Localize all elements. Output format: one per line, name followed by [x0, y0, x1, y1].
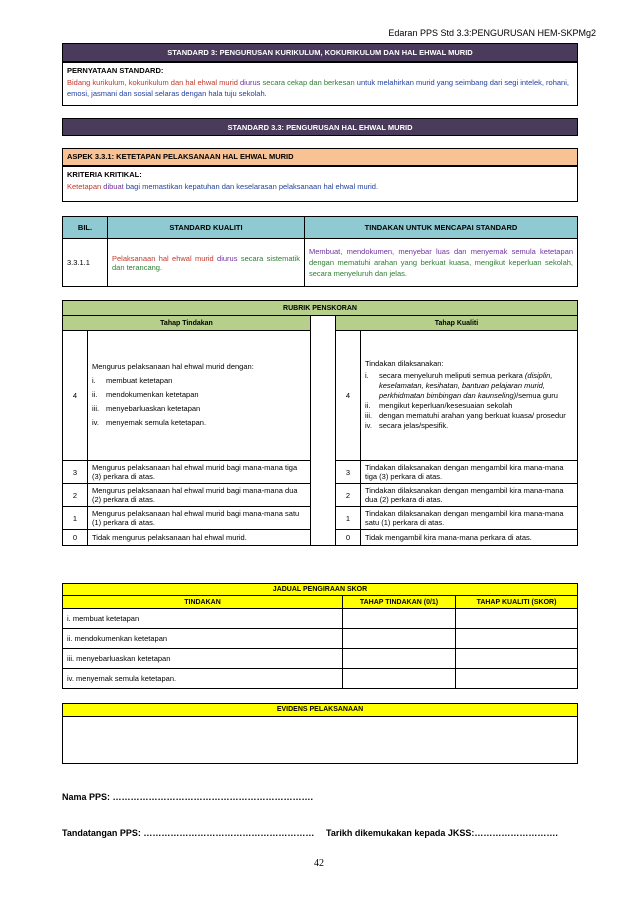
item-num: ii.: [92, 390, 98, 399]
std-part3: secara sistematik dan terancang.: [112, 253, 300, 272]
aspek-bar: [62, 148, 578, 166]
jadual-input-kualiti[interactable]: [456, 669, 578, 689]
rubrik-left-item: [92, 376, 306, 385]
rubrik-right-item: [365, 411, 573, 421]
row-score-right: 0: [336, 530, 361, 546]
pernyataan-part3: secara cekap dan berkesan: [262, 78, 355, 87]
pernyataan-part4: untuk melahirkan murid yang seimbang dari segi intelek, rohani, emosi, jasmani dan sosial selaras dengan hala tuju sekolah.: [67, 78, 569, 98]
nama-pps: Nama PPS: ………………………………………………………….: [62, 792, 314, 802]
col-bil: BIL.: [63, 217, 108, 239]
jadual-col-tahap-kualiti: TAHAP KUALITI (SKOR): [456, 596, 578, 609]
row-score-left: 3: [63, 461, 88, 484]
item-num: i.: [365, 370, 369, 380]
item-text: secara jelas/spesifik.: [379, 420, 449, 430]
item-num: iv.: [92, 418, 99, 427]
row-text-right: Tindakan dilaksanakan dengan mengambil kira mana-mana satu (1) perkara di atas.: [361, 507, 578, 530]
page-header: Edaran PPS Std 3.3:PENGURUSAN HEM-SKPMg2: [388, 28, 596, 38]
evidens-title: [62, 703, 578, 717]
jadual-input-kualiti[interactable]: [456, 609, 578, 629]
standard-kualiti-cell: [108, 239, 305, 287]
item-num: i.: [92, 376, 96, 385]
tindakan-cell: [305, 239, 578, 287]
sub-standard-bar: [62, 118, 578, 136]
rubrik-score-left: 4: [63, 331, 88, 461]
jadual-table: [62, 583, 578, 689]
jadual-row-label: i. membuat ketetapan: [63, 609, 343, 629]
tarikh-jkss: Tarikh dikemukakan kepada JKSS:……………………….: [326, 828, 558, 838]
item-text: membuat ketetapan: [106, 376, 173, 385]
jadual-col-tahap-tindakan: TAHAP TINDAKAN (0/1): [343, 596, 456, 609]
item-text-a: secara menyeluruh meliputi semua perkara: [379, 370, 523, 380]
rubrik-right-item: [365, 421, 573, 431]
pernyataan-part2: diurus: [237, 78, 263, 87]
row-text-left: Tidak mengurus pelaksanaan hal ehwal murid.: [88, 530, 311, 546]
std-part2: diurus: [213, 253, 241, 263]
rubrik-right-item: [365, 371, 573, 401]
col-tindakan: TINDAKAN UNTUK MENCAPAI STANDARD: [305, 217, 578, 239]
rubrik-left-item: [92, 404, 306, 413]
rubrik-right-list: [365, 371, 573, 431]
item-text-end: /semua guru: [516, 390, 558, 400]
row-text-right: Tindakan dilaksanakan dengan mengambil kira mana-mana dua (2) perkara di atas.: [361, 484, 578, 507]
pernyataan-text: [67, 77, 573, 99]
row-score-left: 1: [63, 507, 88, 530]
item-num: iii.: [92, 404, 100, 413]
rubrik-gap: [311, 530, 336, 546]
standard-bar-text: STANDARD 3: PENGURUSAN KURIKULUM, KOKURIKULUM DAN HAL EHWAL MURID: [167, 48, 473, 57]
rubrik-right-item: [365, 401, 573, 411]
item-text: mengikut keperluan/kesesuaian sekolah: [379, 400, 513, 410]
row-score-left: 0: [63, 530, 88, 546]
row-score-right: 2: [336, 484, 361, 507]
standard-table: [62, 216, 578, 287]
jadual-row-label: ii. mendokumenkan ketetapan: [63, 629, 343, 649]
rubrik-right-4: [361, 331, 578, 461]
row-text-left: Mengurus pelaksanaan hal ehwal murid bagi mana-mana dua (2) perkara di atas.: [88, 484, 311, 507]
item-num: iii.: [365, 410, 373, 420]
item-num: ii.: [365, 400, 371, 410]
jadual-title: JADUAL PENGIRAAN SKOR: [63, 584, 578, 596]
jadual-col-tindakan: TINDAKAN: [63, 596, 343, 609]
bil-cell: 3.3.1.1: [63, 239, 108, 287]
rubrik-left-intro: Mengurus pelaksanaan hal ehwal murid dengan:: [92, 362, 254, 371]
rubrik-tahap-kualiti: Tahap Kualiti: [336, 316, 578, 331]
row-text-right: Tindakan dilaksanakan dengan mengambil kira mana-mana tiga (3) perkara di atas.: [361, 461, 578, 484]
kriteria-part3: bagi memastikan kepatuhan dan keselarasan pelaksanaan hal ehwal murid.: [123, 182, 379, 191]
tindakan-part1: Membuat, mendokumen, menyebar luas dan menyemak semula ketetapan: [309, 247, 573, 256]
kriteria-box: [62, 166, 578, 202]
row-score-right: 3: [336, 461, 361, 484]
rubrik-left-item: [92, 418, 306, 427]
rubrik-left-4: [88, 331, 311, 461]
pernyataan-box: [62, 62, 578, 106]
tandatangan-pps: Tandatangan PPS: …………………………………………………: [62, 828, 315, 838]
col-standard-kualiti: STANDARD KUALITI: [108, 217, 305, 239]
aspek-text: ASPEK 3.3.1: KETETAPAN PELAKSANAAN HAL EHWAL MURID: [67, 152, 294, 161]
item-text: [379, 371, 573, 401]
kriteria-label: KRITERIA KRITIKAL:: [67, 170, 142, 179]
kriteria-part1: Ketetapan: [67, 182, 102, 191]
row-text-left: Mengurus pelaksanaan hal ehwal murid bagi mana-mana satu (1) perkara di atas.: [88, 507, 311, 530]
std-part1: Pelaksanaan hal ehwal murid: [112, 253, 214, 263]
item-text: dengan mematuhi arahan yang berkuat kuasa/ prosedur: [379, 410, 566, 420]
page-number: 42: [314, 858, 324, 869]
kriteria-part2: dibuat: [101, 182, 124, 191]
rubrik-gap: [311, 331, 336, 461]
item-text: menyemak semula ketetapan.: [106, 418, 207, 427]
evidens-title-text: EVIDENS PELAKSANAAN: [276, 706, 364, 713]
rubrik-left-list: [92, 376, 306, 427]
evidens-box[interactable]: [62, 717, 578, 764]
standard-bar: [62, 43, 578, 62]
jadual-input-tindakan[interactable]: [343, 649, 456, 669]
tindakan-part2: dengan mematuhi arahan yang berkuat kuasa, mengikut keperluan sekolah, secara menyeluruh dan jelas.: [309, 258, 573, 278]
row-score-right: 1: [336, 507, 361, 530]
pernyataan-label: PERNYATAAN STANDARD:: [67, 66, 164, 75]
sub-standard-bar-text: STANDARD 3.3: PENGURUSAN HAL EHWAL MURID: [227, 122, 413, 132]
jadual-row-label: iii. menyebarluaskan ketetapan: [63, 649, 343, 669]
jadual-input-kualiti[interactable]: [456, 629, 578, 649]
rubrik-title: RUBRIK PENSKORAN: [63, 301, 578, 316]
item-text-italic: (disiplin, keselamatan, kesihatan, bantuan pelajaran murid, perkhidmatan bimbingan dan kaunseling): [379, 370, 553, 400]
row-text-left: Mengurus pelaksanaan hal ehwal murid bagi mana-mana tiga (3) perkara di atas.: [88, 461, 311, 484]
item-num: iv.: [365, 420, 372, 430]
row-text-right: Tidak mengambil kira mana-mana perkara di atas.: [361, 530, 578, 546]
rubrik-gap: [311, 507, 336, 530]
item-text: mendokumenkan ketetapan: [106, 390, 199, 399]
jadual-row-label: iv. menyemak semula ketetapan.: [63, 669, 343, 689]
jadual-input-tindakan[interactable]: [343, 609, 456, 629]
row-score-left: 2: [63, 484, 88, 507]
pernyataan-part1: Bidang kurikulum, kokurikulum dan hal ehwal murid: [67, 78, 238, 87]
jadual-input-tindakan[interactable]: [343, 669, 456, 689]
jadual-input-tindakan[interactable]: [343, 629, 456, 649]
rubrik-gap: [311, 316, 336, 331]
kriteria-text: [67, 181, 573, 192]
rubrik-right-intro: Tindakan dilaksanakan:: [365, 358, 444, 368]
rubrik-score-right: 4: [336, 331, 361, 461]
rubrik-left-item: [92, 390, 306, 399]
rubrik-table: [62, 300, 578, 546]
rubrik-gap: [311, 461, 336, 484]
rubrik-tahap-tindakan: Tahap Tindakan: [63, 316, 311, 331]
rubrik-gap: [311, 484, 336, 507]
item-text: menyebarluaskan ketetapan: [106, 404, 201, 413]
jadual-input-kualiti[interactable]: [456, 649, 578, 669]
